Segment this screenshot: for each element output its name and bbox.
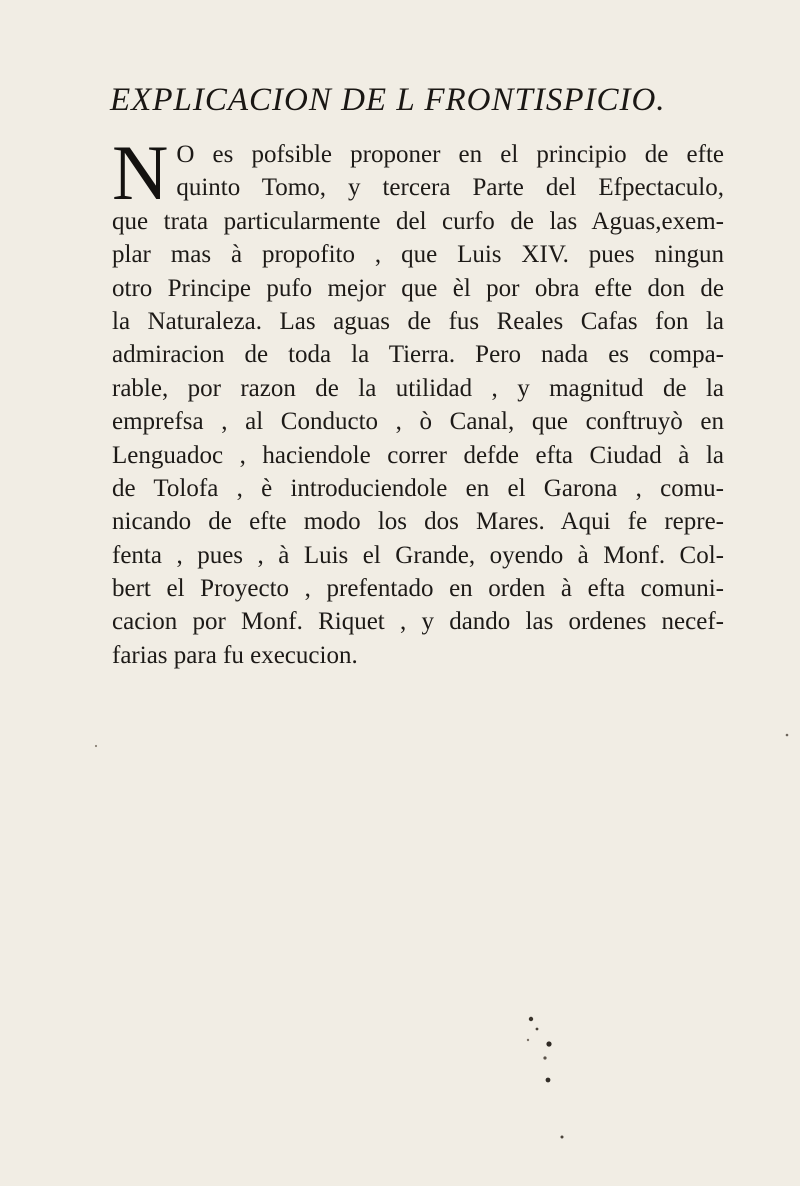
text-line: quinto Tomo, y tercera Parte del Efpectaculo, — [176, 174, 724, 202]
ink-speck — [546, 1078, 551, 1083]
ink-speck — [543, 1056, 546, 1059]
ink-speck — [546, 1041, 551, 1046]
ink-speck — [95, 745, 97, 747]
ink-speck — [786, 734, 789, 737]
text-line: Lenguadoc , haciendole correr defde efta Ciudad à la — [112, 441, 724, 469]
text-line: cacion por Monf. Riquet , y dando las ordenes necef- — [112, 608, 724, 636]
text-line: bert el Proyecto , prefentado en orden à efta comuni- — [112, 575, 724, 603]
text-line: otro Principe pufo mejor que èl por obra efte don de — [112, 274, 724, 302]
text-line: O es pofsible proponer en el principio de efte — [176, 141, 724, 168]
ink-speck — [527, 1039, 529, 1041]
text-line: de Tolofa , è introduciendole en el Garona , comu- — [112, 474, 724, 502]
page-heading: EXPLICACION DE L FRONTISPICIO. — [110, 82, 666, 118]
text-line: admiracion de toda la Tierra. Pero nada es compa- — [112, 341, 724, 369]
text-line: plar mas à propofito , que Luis XIV. pues ningun — [112, 241, 724, 269]
ink-speck — [529, 1017, 533, 1021]
ink-speck — [536, 1028, 539, 1031]
text-line: que trata particularmente del curfo de las Aguas,exem- — [112, 207, 724, 235]
text-line: nicando de efte modo los dos Mares. Aqui fe repre- — [112, 508, 724, 536]
text-line: la Naturaleza. Las aguas de fus Reales Cafas fon la — [112, 307, 724, 335]
drop-cap-letter: N — [112, 129, 169, 216]
text-line-last: farias para fu execucion. — [112, 641, 358, 669]
ink-speck — [561, 1136, 564, 1139]
text-line: emprefsa , al Conducto , ò Canal, que conftruyò en — [112, 408, 724, 436]
text-line: fenta , pues , à Luis el Grande, oyendo à Monf. Col- — [112, 541, 724, 569]
body-text — [112, 129, 724, 672]
text-line: rable, por razon de la utilidad , y magnitud de la — [112, 374, 724, 402]
